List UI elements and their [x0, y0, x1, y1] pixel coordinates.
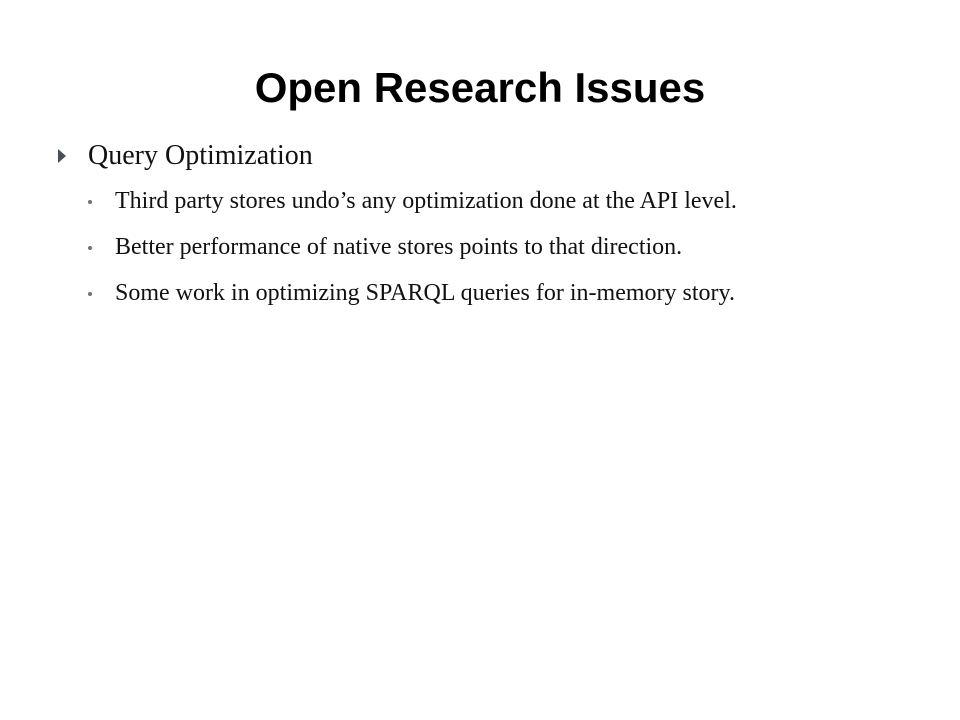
- bullet-text: Query Optimization: [88, 140, 313, 171]
- triangle-right-icon: [58, 149, 66, 163]
- dot-icon: [88, 292, 92, 296]
- sub-bullet-text: Third party stores undo’s any optimization done at the API level.: [115, 188, 737, 214]
- sub-bullet: [88, 232, 858, 262]
- sub-bullet-list: [58, 186, 858, 308]
- dot-icon: [88, 200, 92, 204]
- sub-bullet: [88, 186, 858, 216]
- slide-content: [58, 136, 858, 324]
- slide-title: Open Research Issues: [254, 64, 706, 111]
- sub-bullet: [88, 278, 858, 308]
- sub-bullet-text: Some work in optimizing SPARQL queries for in-memory story.: [115, 280, 735, 306]
- sub-bullet-text: Better performance of native stores points to that direction.: [115, 234, 683, 260]
- dot-icon: [88, 246, 92, 250]
- bullet-query-optimization: [58, 136, 858, 176]
